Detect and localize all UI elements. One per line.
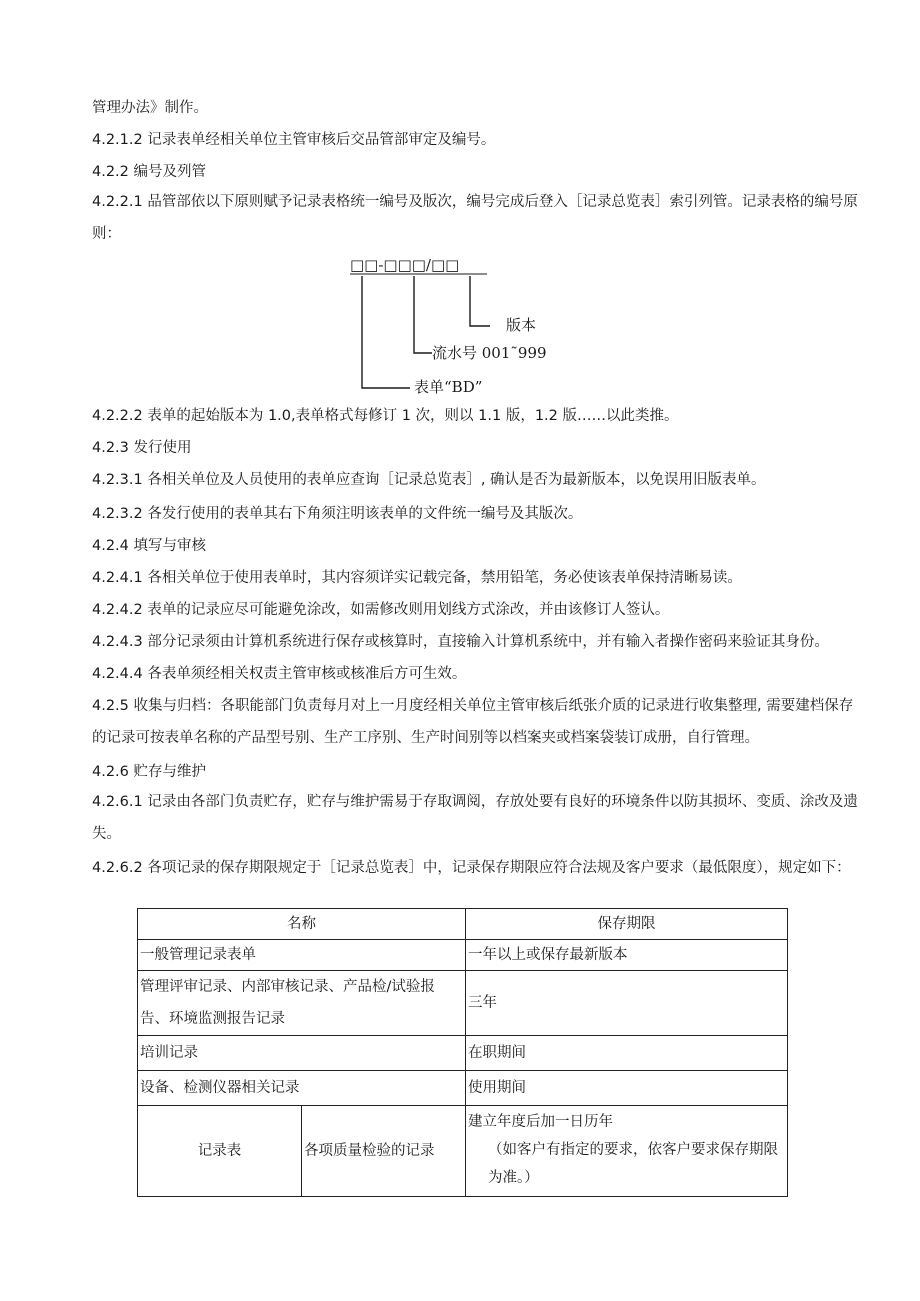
numbering-diagram <box>340 250 600 400</box>
section-heading: 4.2.3 发行使用 <box>92 440 192 456</box>
table-header-row <box>138 909 788 940</box>
section-heading: 4.2.2 编号及列管 <box>92 164 207 180</box>
table-row <box>138 1036 788 1071</box>
table-row <box>138 971 788 1036</box>
form-bracket <box>362 276 410 388</box>
paragraph: 4.2.5 收集与归档：各职能部门负责每月对上一月度经相关单位主管审核后纸张介质的记录进行收集整理, 需要建档保存的记录可按表单名称的产品型号别、生产工序别、生产时间别等以档案夹或档案袋装订成册，自行管理。 <box>92 698 854 746</box>
paragraph: 4.2.2.2 表单的起始版本为 1.0,表单格式每修订 1 次，则以 1.1 版，1.2 版……以此类推。 <box>92 408 679 424</box>
header-name: 名称 <box>138 909 466 940</box>
table-row <box>138 940 788 971</box>
paragraph: 4.2.3.2 各发行使用的表单其右下角须注明该表单的文件统一编号及其版次。 <box>92 506 583 522</box>
form-label: 表单“BD” <box>414 378 483 396</box>
paragraph: 4.2.4.2 表单的记录应尽可能避免涂改，如需修改则用划线方式涂改，并由该修订人签认。 <box>92 602 670 618</box>
paragraph: 4.2.4.1 各相关单位于使用表单时，其内容须详实记载完备，禁用铅笔，务必使该表单保持清晰易读。 <box>92 570 742 586</box>
section-heading: 4.2.6 贮存与维护 <box>92 764 207 780</box>
row-name: 各项质量检验的记录 <box>302 1106 466 1197</box>
table-row <box>138 1071 788 1106</box>
row-period: 一年以上或保存最新版本 <box>466 940 788 971</box>
serial-label: 流水号 001˜999 <box>432 344 547 362</box>
row-period-main: 建立年度后加一日历年 <box>468 1114 613 1130</box>
version-bracket <box>470 276 490 326</box>
table-row <box>138 1106 788 1197</box>
row-period: 在职期间 <box>466 1036 788 1071</box>
header-period: 保存期限 <box>466 909 788 940</box>
serial-bracket <box>414 276 432 353</box>
paragraph: 4.2.3.1 各相关单位及人员使用的表单应查询［记录总览表］, 确认是否为最新版本，以免误用旧版表单。 <box>92 472 766 488</box>
paragraph: 4.2.2.1 品管部依以下原则赋予记录表格统一编号及版次，编号完成后登入［记录总览表］索引列管。记录表格的编号原则： <box>92 194 858 242</box>
row-name: 一般管理记录表单 <box>138 940 466 971</box>
paragraph: 4.2.4.3 部分记录须由计算机系统进行保存或核算时，直接输入计算机系统中，并有输入者操作密码来验证其身份。 <box>92 634 829 650</box>
paragraph: 4.2.6.1 记录由各部门负责贮存，贮存与维护需易于存取调阅，存放处要有良好的环境条件以防其损坏、变质、涂改及遗失。 <box>92 794 858 842</box>
retention-period-table <box>137 908 788 1197</box>
row-period: 使用期间 <box>466 1071 788 1106</box>
row-name: 培训记录 <box>138 1036 466 1071</box>
paragraph: 4.2.1.2 记录表单经相关单位主管审核后交品管部审定及编号。 <box>92 132 496 148</box>
row-period <box>466 1106 788 1197</box>
row-period-note: （如客户有指定的要求，依客户要求保存期限为准。） <box>488 1142 778 1186</box>
paragraph: 4.2.4.4 各表单须经相关权责主管审核或核准后方可生效。 <box>92 666 467 682</box>
paragraph: 管理办法》制作。 <box>92 100 208 116</box>
version-label: 版本 <box>506 316 537 334</box>
row-period: 三年 <box>466 971 788 1036</box>
row-group: 记录表 <box>138 1106 302 1197</box>
section-heading: 4.2.4 填写与审核 <box>92 538 207 554</box>
row-name: 设备、检测仪器相关记录 <box>138 1071 466 1106</box>
paragraph: 4.2.6.2 各项记录的保存期限规定于［记录总览表］中，记录保存期限应符合法规及客户要求（最低限度），规定如下： <box>92 860 851 876</box>
row-name: 管理评审记录、内部审核记录、产品检/试验报告、环境监测报告记录 <box>138 971 466 1036</box>
code-pattern: □□-□□□/□□ <box>350 256 460 274</box>
